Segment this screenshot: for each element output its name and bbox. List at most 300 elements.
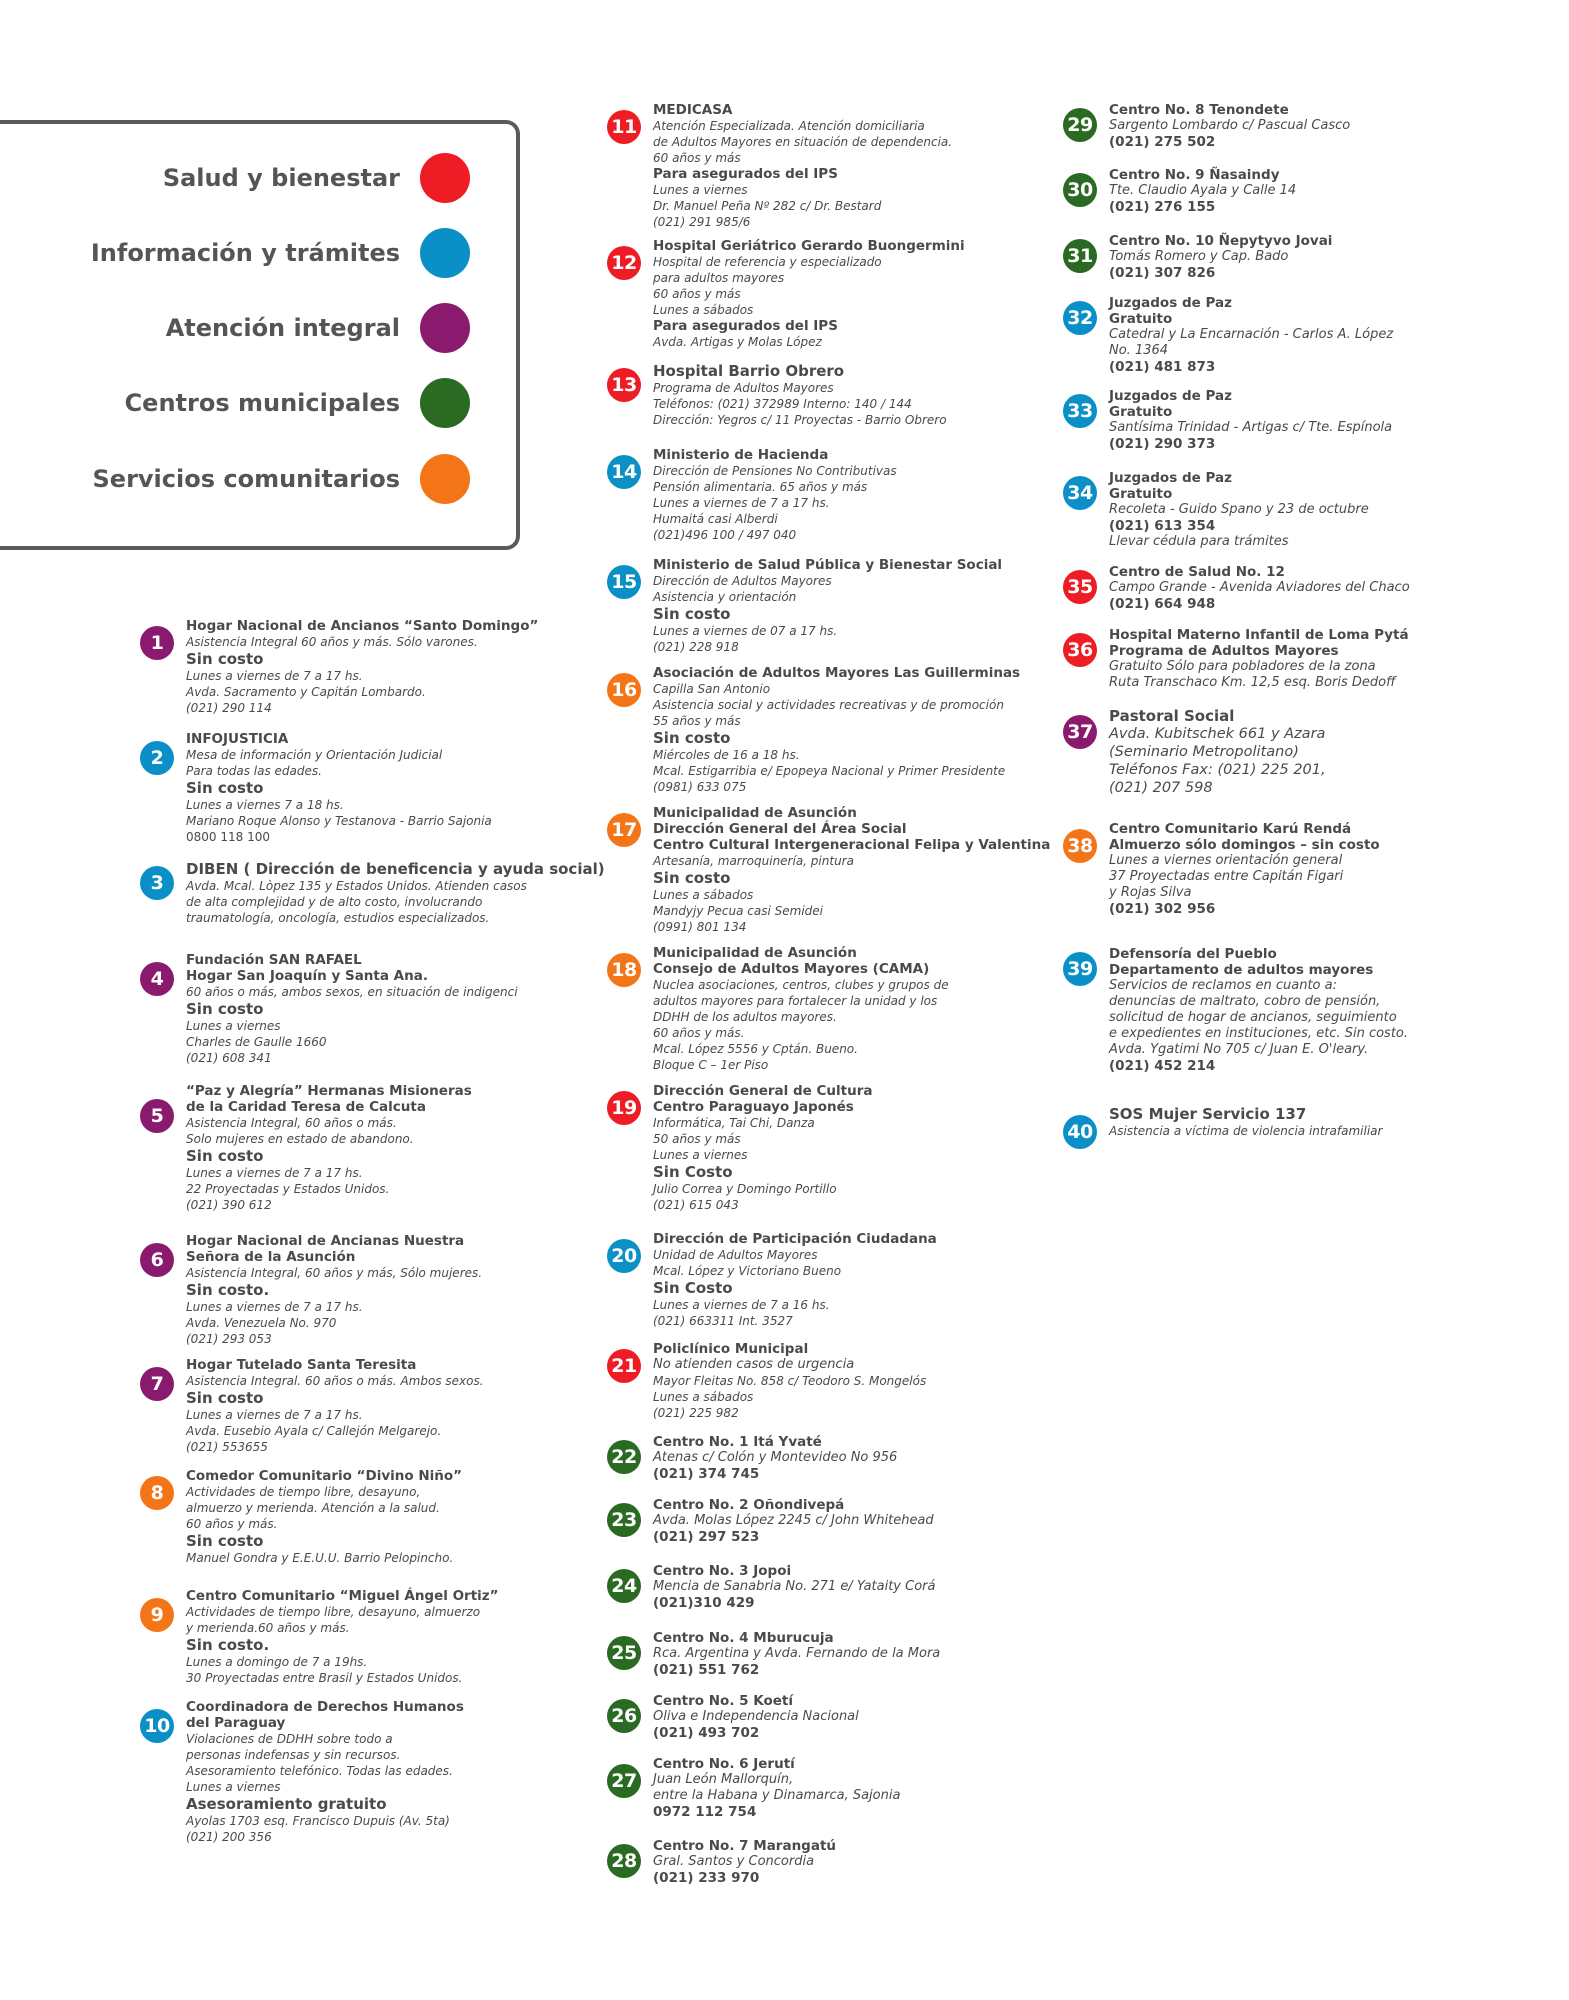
entry-number-badge: 10 xyxy=(140,1709,174,1743)
entry-number-badge: 23 xyxy=(607,1503,641,1537)
entry-line: (021) 551 762 xyxy=(653,1662,760,1678)
entry-line: Gratuito xyxy=(1109,404,1173,420)
entry-line: Hogar San Joaquín y Santa Ana. xyxy=(186,968,428,984)
entry-line: Actividades de tiempo libre, desayuno, almuerzo xyxy=(186,1605,481,1619)
entry-number-badge: 34 xyxy=(1063,476,1097,510)
entry-number-badge: 24 xyxy=(607,1569,641,1603)
legend-item xyxy=(163,153,470,203)
entry-line: Lunes a viernes de 7 a 17 hs. xyxy=(186,1300,363,1314)
entry-line: Avda. Eusebio Ayala c/ Callejón Melgarejo. xyxy=(186,1424,442,1438)
entry-title: Juzgados de Paz xyxy=(1109,470,1232,486)
entry-line: 60 años y más. xyxy=(653,1026,745,1040)
entry-line: Hospital de referencia y especializado xyxy=(653,255,882,269)
entry-line: Sin Costo xyxy=(653,1279,733,1297)
entry-line: Sin costo xyxy=(186,1532,264,1550)
entry-details xyxy=(653,238,1023,350)
entry-line: Bloque C – 1er Piso xyxy=(653,1058,769,1072)
entry-line: No atienden casos de urgencia xyxy=(653,1357,855,1372)
entry-line: del Paraguay xyxy=(186,1715,286,1731)
legend-item xyxy=(125,378,470,428)
entry-line: Avda. Molas López 2245 c/ John Whitehead xyxy=(653,1513,934,1528)
entry-line: Para todas las edades. xyxy=(186,764,322,778)
entry-line: Sin costo xyxy=(186,1000,264,1018)
entry-details xyxy=(1109,821,1479,917)
entry-line: Atenas c/ Colón y Montevideo No 956 xyxy=(653,1450,898,1465)
entry-line: para adultos mayores xyxy=(653,271,785,285)
entry-details xyxy=(653,1756,1023,1820)
entry-line: Ruta Transchaco Km. 12,5 esq. Boris Dedoff xyxy=(1109,675,1396,690)
entry-title: Centro Comunitario Karú Rendá xyxy=(1109,821,1352,837)
entry-details xyxy=(653,557,1023,655)
entry-title: Municipalidad de Asunción xyxy=(653,805,857,821)
entry-line: Campo Grande - Avenida Aviadores del Chaco xyxy=(1109,580,1410,595)
entry-line: Asistencia Integral, 60 años y más, Sólo mujeres. xyxy=(186,1266,483,1280)
entry-line: Centro Cultural Intergeneracional Felipa y Valentina xyxy=(653,837,1051,853)
entry-line: Lunes a viernes xyxy=(186,1019,281,1033)
entry-line: 60 años y más. xyxy=(186,1517,278,1531)
entry-line: (021) 297 523 xyxy=(653,1529,760,1545)
entry-title: MEDICASA xyxy=(653,102,733,118)
entry-line: Lunes a viernes orientación general xyxy=(1109,853,1343,868)
entry-details xyxy=(1109,470,1479,550)
legend-item xyxy=(93,454,470,504)
entry-line: Teléfonos: (021) 372989 Interno: 140 / 144 xyxy=(653,397,912,411)
entry-number-badge: 33 xyxy=(1063,394,1097,428)
entry-line: Solo mujeres en estado de abandono. xyxy=(186,1132,414,1146)
entry-line: Lunes a viernes de 7 a 17 hs. xyxy=(186,1166,363,1180)
entry-line: Para asegurados del IPS xyxy=(653,166,838,182)
entry-number-badge: 27 xyxy=(607,1764,641,1798)
entry-line: 37 Proyectadas entre Capitán Figari xyxy=(1109,869,1344,884)
entry-line: de Adultos Mayores en situación de dependencia. xyxy=(653,135,953,149)
entry-line: (021) 481 873 xyxy=(1109,359,1216,375)
entry-details xyxy=(186,618,556,716)
entry-line: Humaitá casi Alberdi xyxy=(653,512,778,526)
entry-line: y Rojas Silva xyxy=(1109,885,1192,900)
entry-line: Juan León Mallorquín, xyxy=(653,1772,794,1787)
entry-line: (021) 374 745 xyxy=(653,1466,760,1482)
entry-line: Lunes a viernes de 7 a 17 hs. xyxy=(186,669,363,683)
entry-line: denuncias de maltrato, cobro de pensión, xyxy=(1109,994,1381,1009)
entry-title: Centro No. 8 Tenondete xyxy=(1109,102,1289,118)
entry-details xyxy=(186,731,556,845)
entry-line: (021)496 100 / 497 040 xyxy=(653,528,797,542)
entry-line: Dirección General del Área Social xyxy=(653,821,907,837)
entry-line: 30 Proyectadas entre Brasil y Estados Unidos. xyxy=(186,1671,463,1685)
entry-number-badge: 6 xyxy=(140,1243,174,1277)
entry-line: Julio Correa y Domingo Portillo xyxy=(653,1182,837,1196)
entry-line: Asistencia social y actividades recreativas y de promoción xyxy=(653,698,1004,712)
entry-line: Gratuito Sólo para pobladores de la zona xyxy=(1109,659,1376,674)
entry-line: Programa de Adultos Mayores xyxy=(1109,643,1339,659)
entry-line: No. 1364 xyxy=(1109,343,1169,358)
legend-color-dot xyxy=(420,153,470,203)
entry-number-badge: 5 xyxy=(140,1099,174,1133)
entry-line: de la Caridad Teresa de Calcuta xyxy=(186,1099,426,1115)
entry-line: Gral. Santos y Concordia xyxy=(653,1854,815,1869)
entry-line: Lunes a domingo de 7 a 19hs. xyxy=(186,1655,368,1669)
entry-number-badge: 25 xyxy=(607,1636,641,1670)
entry-details xyxy=(186,952,556,1066)
entry-line: Dirección de Adultos Mayores xyxy=(653,574,832,588)
entry-line: (021) 613 354 xyxy=(1109,518,1216,534)
entry-line: (021) 608 341 xyxy=(186,1051,272,1065)
entry-number-badge: 1 xyxy=(140,626,174,660)
entry-line: (021) 233 970 xyxy=(653,1870,760,1886)
entry-line: (021) 225 982 xyxy=(653,1406,739,1420)
entry-line: Mesa de información y Orientación Judicial xyxy=(186,748,443,762)
entry-details xyxy=(1109,295,1479,375)
entry-line: Tomás Romero y Cap. Bado xyxy=(1109,249,1289,264)
entry-number-badge: 35 xyxy=(1063,570,1097,604)
entry-line: Sin costo xyxy=(186,1147,264,1165)
entry-details xyxy=(1109,102,1479,150)
entry-details xyxy=(186,1468,556,1566)
entry-number-badge: 32 xyxy=(1063,301,1097,335)
legend-label: Servicios comunitarios xyxy=(92,465,400,493)
entry-number-badge: 37 xyxy=(1063,715,1097,749)
entry-line: Violaciones de DDHH sobre todo a xyxy=(186,1732,393,1746)
entry-line: Lunes a sábados xyxy=(653,1390,754,1404)
entry-line: Sin costo xyxy=(653,605,731,623)
entry-line: Unidad de Adultos Mayores xyxy=(653,1248,818,1262)
entry-line: Lunes a viernes de 7 a 17 hs. xyxy=(186,1408,363,1422)
entry-line: personas indefensas y sin recursos. xyxy=(186,1748,401,1762)
legend-color-dot xyxy=(420,303,470,353)
entry-line: 60 años o más, ambos sexos, en situación de indigenci xyxy=(186,985,518,999)
entry-title: Coordinadora de Derechos Humanos xyxy=(186,1699,464,1715)
entry-number-badge: 26 xyxy=(607,1699,641,1733)
entry-title: Centro Comunitario “Miguel Ángel Ortiz” xyxy=(186,1588,499,1604)
entry-details xyxy=(653,1341,1023,1421)
entry-number-badge: 16 xyxy=(607,673,641,707)
entry-number-badge: 18 xyxy=(607,953,641,987)
entry-title: Dirección de Participación Ciudadana xyxy=(653,1231,937,1247)
entry-line: 0800 118 100 xyxy=(186,830,270,844)
entry-line: Lunes a sábados xyxy=(653,888,754,902)
entry-line: Avda. Mcal. Lòpez 135 y Estados Unidos. Atienden casos xyxy=(186,879,527,893)
entry-number-badge: 9 xyxy=(140,1598,174,1632)
entry-line: Departamento de adultos mayores xyxy=(1109,962,1374,978)
entry-line: Asesoramiento telefónico. Todas las edades. xyxy=(186,1764,453,1778)
entry-line: Avda. Sacramento y Capitán Lombardo. xyxy=(186,685,426,699)
legend-color-dot xyxy=(420,454,470,504)
entry-title: Pastoral Social xyxy=(1109,707,1235,725)
entry-line: (021) 302 956 xyxy=(1109,901,1216,917)
entry-title: Centro No. 7 Marangatú xyxy=(653,1838,837,1854)
entry-line: Sin costo xyxy=(186,1389,264,1407)
entry-line: Asesoramiento gratuito xyxy=(186,1795,387,1813)
entry-title: Ministerio de Salud Pública y Bienestar Social xyxy=(653,557,1003,573)
entry-line: 60 años y más xyxy=(653,287,741,301)
entry-line: Pensión alimentaria. 65 años y más xyxy=(653,480,868,494)
entry-line: Gratuito xyxy=(1109,311,1173,327)
entry-title: Centro No. 10 Ñepytyvo Jovai xyxy=(1109,233,1333,249)
entry-details xyxy=(653,1563,1023,1611)
entry-line: adultos mayores para fortalecer la unidad y los xyxy=(653,994,938,1008)
entry-title: Juzgados de Paz xyxy=(1109,295,1232,311)
entry-details xyxy=(653,1083,1023,1213)
entry-number-badge: 13 xyxy=(607,368,641,402)
entry-line: 0972 112 754 xyxy=(653,1804,757,1820)
entry-line: (021) 390 612 xyxy=(186,1198,272,1212)
entry-line: Sin costo xyxy=(653,729,731,747)
entry-line: (021) 207 598 xyxy=(1109,780,1213,796)
entry-line: (021) 452 214 xyxy=(1109,1058,1216,1074)
entry-line: (Seminario Metropolitano) xyxy=(1109,744,1299,760)
entry-line: (021) 290 373 xyxy=(1109,436,1216,452)
entry-line: Almuerzo sólo domingos – sin costo xyxy=(1109,837,1380,853)
entry-line: Avda. Artigas y Molas López xyxy=(653,335,822,349)
entry-line: Actividades de tiempo libre, desayuno, xyxy=(186,1485,421,1499)
entry-line: (021) 228 918 xyxy=(653,640,739,654)
entry-details xyxy=(653,1231,1023,1329)
entry-line: 55 años y más xyxy=(653,714,741,728)
entry-line: Avda. Kubitschek 661 y Azara xyxy=(1109,726,1326,742)
entry-line: Asistencia y orientación xyxy=(653,590,797,604)
entry-line: Programa de Adultos Mayores xyxy=(653,381,834,395)
entry-details xyxy=(186,1357,556,1455)
entry-details xyxy=(1109,388,1479,452)
entry-title: Hospital Geriátrico Gerardo Buongermini xyxy=(653,238,965,254)
entry-line: Asistencia Integral, 60 años o más. xyxy=(186,1116,397,1130)
entry-details xyxy=(653,945,1023,1073)
entry-line: Llevar cédula para trámites xyxy=(1109,534,1289,549)
entry-line: (021) 615 043 xyxy=(653,1198,739,1212)
entry-line: Lunes a viernes de 07 a 17 hs. xyxy=(653,624,838,638)
entry-line: Lunes a viernes xyxy=(653,1148,748,1162)
entry-number-badge: 8 xyxy=(140,1476,174,1510)
entry-number-badge: 29 xyxy=(1063,108,1097,142)
entry-line: Oliva e Independencia Nacional xyxy=(653,1709,859,1724)
entry-title: INFOJUSTICIA xyxy=(186,731,289,747)
entry-details xyxy=(186,860,605,926)
entry-line: 60 años y más xyxy=(653,151,741,165)
entry-line: Catedral y La Encarnación - Carlos A. López xyxy=(1109,327,1394,342)
entry-line: (021) 307 826 xyxy=(1109,265,1216,281)
entry-title: Hogar Tutelado Santa Teresita xyxy=(186,1357,417,1373)
entry-details xyxy=(1109,233,1479,281)
entry-line: Rca. Argentina y Avda. Fernando de la Mora xyxy=(653,1646,941,1661)
entry-title: Centro No. 2 Oñondivepá xyxy=(653,1497,845,1513)
entry-number-badge: 2 xyxy=(140,741,174,775)
entry-line: Gratuito xyxy=(1109,486,1173,502)
entry-line: (021) 290 114 xyxy=(186,701,272,715)
legend-color-dot xyxy=(420,378,470,428)
entry-line: 22 Proyectadas y Estados Unidos. xyxy=(186,1182,390,1196)
entry-details xyxy=(653,447,1023,543)
entry-line: Mencia de Sanabria No. 271 e/ Yataity Corá xyxy=(653,1579,936,1594)
entry-details xyxy=(1109,627,1479,691)
entry-line: (021) 291 985/6 xyxy=(653,215,751,229)
entry-number-badge: 12 xyxy=(607,246,641,280)
entry-details xyxy=(653,805,1051,935)
entry-line: Charles de Gaulle 1660 xyxy=(186,1035,327,1049)
entry-title: Centro No. 9 Ñasaindy xyxy=(1109,167,1280,183)
entry-title: Centro de Salud No. 12 xyxy=(1109,564,1285,580)
entry-details xyxy=(653,1838,1023,1886)
entry-number-badge: 20 xyxy=(607,1239,641,1273)
entry-details xyxy=(1109,564,1479,612)
entry-number-badge: 4 xyxy=(140,962,174,996)
entry-line: de alta complejidad y de alto costo, involucrando xyxy=(186,895,483,909)
entry-title: Centro No. 6 Jerutí xyxy=(653,1756,795,1772)
entry-line: (021) 200 356 xyxy=(186,1830,272,1844)
entry-details xyxy=(653,665,1023,795)
entry-details xyxy=(653,362,1023,428)
entry-line: Lunes a viernes de 7 a 16 hs. xyxy=(653,1298,830,1312)
legend-label: Información y trámites xyxy=(90,239,400,267)
entry-number-badge: 38 xyxy=(1063,829,1097,863)
entry-line: (021) 276 155 xyxy=(1109,199,1216,215)
entry-line: Tte. Claudio Ayala y Calle 14 xyxy=(1109,183,1297,198)
entry-line: Avda. Venezuela No. 970 xyxy=(186,1316,337,1330)
entry-line: Asistencia Integral 60 años y más. Sólo varones. xyxy=(186,635,478,649)
entry-details xyxy=(653,1693,1023,1741)
entry-number-badge: 30 xyxy=(1063,173,1097,207)
entry-line: Mcal. López y Victoriano Bueno xyxy=(653,1264,842,1278)
entry-line: Lunes a viernes 7 a 18 hs. xyxy=(186,798,344,812)
entry-line: Dirección de Pensiones No Contributivas xyxy=(653,464,897,478)
entry-line: Mayor Fleitas No. 858 c/ Teodoro S. Mongelós xyxy=(653,1374,927,1388)
entry-number-badge: 40 xyxy=(1063,1115,1097,1149)
entry-line: (021) 293 053 xyxy=(186,1332,272,1346)
entry-number-badge: 17 xyxy=(607,813,641,847)
entry-details xyxy=(653,1630,1023,1678)
entry-line: Sargento Lombardo c/ Pascual Casco xyxy=(1109,118,1351,133)
entry-title: Juzgados de Paz xyxy=(1109,388,1232,404)
entry-line: Sin costo xyxy=(186,779,264,797)
entry-line: Lunes a sábados xyxy=(653,303,754,317)
entry-line: (0991) 801 134 xyxy=(653,920,747,934)
entry-title: Hospital Barrio Obrero xyxy=(653,362,845,380)
entry-number-badge: 22 xyxy=(607,1440,641,1474)
entry-number-badge: 31 xyxy=(1063,239,1097,273)
legend-item xyxy=(166,303,470,353)
entry-number-badge: 28 xyxy=(607,1844,641,1878)
entry-number-badge: 11 xyxy=(607,110,641,144)
entry-line: Lunes a viernes xyxy=(186,1780,281,1794)
entry-line: Dr. Manuel Peña Nº 282 c/ Dr. Bestard xyxy=(653,199,882,213)
entry-line: Señora de la Asunción xyxy=(186,1249,356,1265)
entry-line: (021)310 429 xyxy=(653,1595,755,1611)
entry-line: Sin costo xyxy=(186,650,264,668)
entry-details xyxy=(653,1434,1023,1482)
legend-color-dot xyxy=(420,228,470,278)
legend-item xyxy=(91,228,470,278)
entry-line: (021) 553655 xyxy=(186,1440,268,1454)
entry-title: DIBEN ( Dirección de beneficencia y ayuda social) xyxy=(186,860,605,878)
entry-line: Miércoles de 16 a 18 hs. xyxy=(653,748,800,762)
entry-details xyxy=(186,1588,556,1686)
entry-number-badge: 36 xyxy=(1063,633,1097,667)
entry-title: Centro No. 3 Jopoi xyxy=(653,1563,792,1579)
entry-number-badge: 14 xyxy=(607,455,641,489)
entry-line: Teléfonos Fax: (021) 225 201, xyxy=(1109,762,1326,778)
entry-number-badge: 39 xyxy=(1063,952,1097,986)
entry-title: Municipalidad de Asunción xyxy=(653,945,857,961)
entry-number-badge: 19 xyxy=(607,1091,641,1125)
entry-line: Sin costo. xyxy=(186,1281,270,1299)
entry-line: Sin Costo xyxy=(653,1163,733,1181)
entry-line: Sin costo xyxy=(653,869,731,887)
entry-line: Avda. Ygatimi No 705 c/ Juan E. O'leary. xyxy=(1109,1042,1369,1057)
legend-label: Atención integral xyxy=(165,314,400,342)
entry-title: Centro No. 1 Itá Yvaté xyxy=(653,1434,822,1450)
entry-line: Capilla San Antonio xyxy=(653,682,771,696)
entry-line: y merienda.60 años y más. xyxy=(186,1621,350,1635)
entry-details xyxy=(1109,167,1479,215)
entry-title: Policlínico Municipal xyxy=(653,1341,809,1357)
entry-line: Manuel Gondra y E.E.U.U. Barrio Pelopincho. xyxy=(186,1551,454,1565)
entry-line: Atención Especializada. Atención domiciliaria xyxy=(653,119,925,133)
entry-line: (021) 493 702 xyxy=(653,1725,760,1741)
entry-title: Hospital Materno Infantil de Loma Pytá xyxy=(1109,627,1409,643)
entry-line: Dirección: Yegros c/ 11 Proyectas - Barrio Obrero xyxy=(653,413,947,427)
entry-details xyxy=(1109,707,1479,797)
entry-title: SOS Mujer Servicio 137 xyxy=(1109,1105,1307,1123)
entry-details xyxy=(186,1699,556,1845)
entry-number-badge: 3 xyxy=(140,866,174,900)
entry-line: Ayolas 1703 esq. Francisco Dupuis (Av. 5ta) xyxy=(186,1814,450,1828)
entry-line: Lunes a viernes xyxy=(653,183,748,197)
entry-line: Artesanía, marroquinería, pintura xyxy=(653,854,854,868)
entry-line: Mcal. López 5556 y Cptán. Bueno. xyxy=(653,1042,858,1056)
entry-title: Centro No. 5 Koetí xyxy=(653,1693,793,1709)
entry-line: (021) 275 502 xyxy=(1109,134,1216,150)
entry-line: 50 años y más xyxy=(653,1132,741,1146)
entry-line: Lunes a viernes de 7 a 17 hs. xyxy=(653,496,830,510)
entry-line: (021) 664 948 xyxy=(1109,596,1216,612)
entry-line: Mandyjy Pecua casi Semidei xyxy=(653,904,823,918)
entry-line: Santísima Trinidad - Artigas c/ Tte. Espínola xyxy=(1109,420,1393,435)
entry-line: e expedientes en instituciones, etc. Sin costo. xyxy=(1109,1026,1408,1041)
entry-title: Hogar Nacional de Ancianos “Santo Domingo” xyxy=(186,618,539,634)
entry-line: DDHH de los adultos mayores. xyxy=(653,1010,837,1024)
entry-line: Consejo de Adultos Mayores (CAMA) xyxy=(653,961,930,977)
entry-line: Recoleta - Guido Spano y 23 de octubre xyxy=(1109,502,1369,517)
entry-line: (0981) 633 075 xyxy=(653,780,747,794)
entry-line: traumatología, oncología, estudios especializados. xyxy=(186,911,490,925)
legend-label: Salud y bienestar xyxy=(162,164,400,192)
entry-line: Para asegurados del IPS xyxy=(653,318,838,334)
entry-line: Servicios de reclamos en cuanto a: xyxy=(1109,978,1337,993)
entry-title: Ministerio de Hacienda xyxy=(653,447,829,463)
entry-line: Asistencia a víctima de violencia intrafamiliar xyxy=(1109,1124,1383,1138)
entry-line: Mariano Roque Alonso y Testanova - Barrio Sajonia xyxy=(186,814,492,828)
entry-details xyxy=(186,1233,556,1347)
entry-title: Fundación SAN RAFAEL xyxy=(186,952,362,968)
entry-title: Centro No. 4 Mburucuja xyxy=(653,1630,834,1646)
legend-label: Centros municipales xyxy=(124,389,400,417)
entry-number-badge: 15 xyxy=(607,565,641,599)
entry-line: entre la Habana y Dinamarca, Sajonia xyxy=(653,1788,901,1803)
entry-line: Informática, Tai Chi, Danza xyxy=(653,1116,815,1130)
entry-line: Asistencia Integral. 60 años o más. Ambos sexos. xyxy=(186,1374,484,1388)
entry-line: (021) 663311 Int. 3527 xyxy=(653,1314,793,1328)
entry-details xyxy=(653,1497,1023,1545)
entry-title: Asociación de Adultos Mayores Las Guillerminas xyxy=(653,665,1021,681)
entry-details xyxy=(186,1083,556,1213)
entry-number-badge: 21 xyxy=(607,1349,641,1383)
entry-title: Comedor Comunitario “Divino Niño” xyxy=(186,1468,463,1484)
entry-details xyxy=(1109,1105,1479,1139)
entry-line: Mcal. Estigarribia e/ Epopeya Nacional y Primer Presidente xyxy=(653,764,1006,778)
entry-title: Dirección General de Cultura xyxy=(653,1083,873,1099)
entry-title: Defensoría del Pueblo xyxy=(1109,946,1277,962)
entry-line: Nuclea asociaciones, centros, clubes y grupos de xyxy=(653,978,949,992)
entry-title: Hogar Nacional de Ancianas Nuestra xyxy=(186,1233,465,1249)
